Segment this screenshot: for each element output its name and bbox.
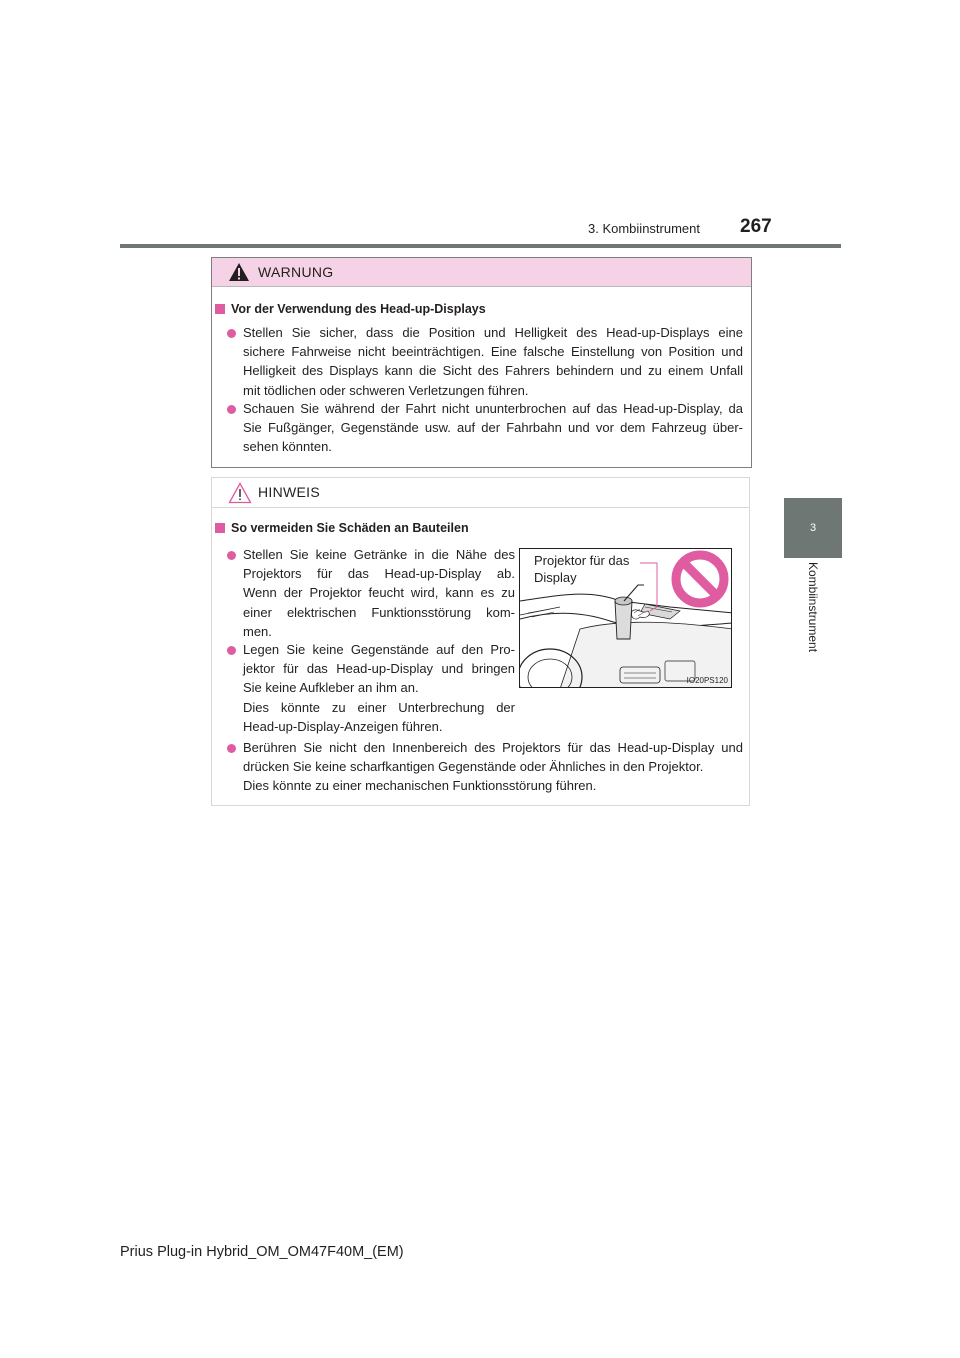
- page-number: 267: [740, 216, 772, 237]
- warning-title: WARNUNG: [258, 264, 334, 280]
- header-rule: [120, 244, 841, 248]
- square-bullet-icon: [215, 304, 225, 314]
- warning-box: [211, 257, 752, 468]
- warning-bullet-1: Stellen Sie sicher, dass die Position und Helligkeit des Head-up-Displays eine sichere Fahrweise nicht beeinträchtigen. Eine falsche Einstellung von Position und Helligkeit des Displays kann die Sicht des Fahrers behindern und zu einem Unfall mit tödlichen oder schweren Verletzungen führen.: [243, 325, 743, 398]
- chapter-tab: [784, 498, 842, 558]
- square-bullet-icon: [215, 523, 225, 533]
- projector-illustration: [519, 548, 732, 688]
- illustration-callout-label: Projektor für das Display: [534, 553, 630, 585]
- chapter-tab-number: 3: [809, 522, 817, 534]
- notice-bullet-2: Legen Sie keine Gegenstände auf den Pro- jektor für das Head-up-Display und bringen Sie keine Aufkleber an ihm an. Dies könnte zu einer Unterbrechung der Head-up-Display-Anzeigen führen.: [243, 642, 515, 734]
- caution-triangle-icon: [228, 482, 252, 504]
- warning-triangle-icon: [228, 262, 250, 282]
- notice-section-title: So vermeiden Sie Schäden an Bauteilen: [215, 521, 469, 535]
- warning-bullet-2: Schauen Sie während der Fahrt nicht ununterbrochen auf das Head-up-Display, da Sie Fußgänger, Gegenstände usw. auf der Fahrbahn und vor dem Fahrzeug über- sehen könnten.: [243, 401, 743, 455]
- notice-bullet-1: Stellen Sie keine Getränke in die Nähe des Projektors für das Head-up-Display ab. Wenn der Projektor feucht wird, kann es zu einer elektrischen Funktionsstörung kom- men.: [243, 547, 515, 639]
- chapter-heading: 3. Kombiinstrument: [588, 221, 700, 236]
- bullet-dot-icon: [227, 646, 236, 655]
- bullet-dot-icon: [227, 551, 236, 560]
- warning-section-title: Vor der Verwendung des Head-up-Displays: [215, 302, 486, 316]
- document-footer: Prius Plug-in Hybrid_OM_OM47F40M_(EM): [120, 1244, 404, 1260]
- warning-header: [212, 258, 751, 287]
- illustration-code: IO20PS120: [686, 676, 728, 685]
- notice-title: HINWEIS: [258, 484, 320, 500]
- bullet-dot-icon: [227, 329, 236, 338]
- notice-header: [212, 478, 749, 508]
- bullet-dot-icon: [227, 744, 236, 753]
- bullet-dot-icon: [227, 405, 236, 414]
- notice-bullet-3: Berühren Sie nicht den Innenbereich des Projektors für das Head-up-Display und drücken Sie keine scharfkantigen Gegenstände oder Ähnliches in den Projektor. Dies könnte zu einer mechanischen Funktionsstörung führen.: [243, 740, 743, 794]
- chapter-tab-label: Kombiinstrument: [806, 562, 820, 653]
